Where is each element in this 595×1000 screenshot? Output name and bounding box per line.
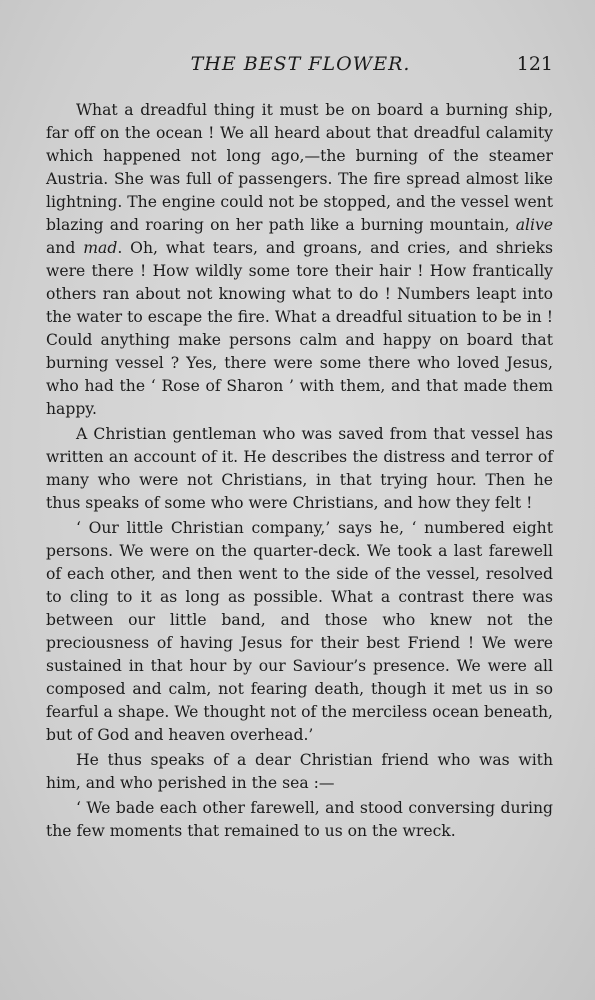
paragraph-christian-friend: He thus speaks of a dear Christian friend who was with him, and who perished in the sea :— (46, 751, 553, 792)
emphasis-mad: mad (83, 239, 118, 257)
paragraph-segment: What a dreadful thing it must be on board a burning ship, far off on the ocean ! We all heard about that dreadful calamity which happened not long ago,—the burning of the steamer Austria. She was full of passengers. The fire spread almost like lightning. The engine could not be stopped, and the vessel went blazing and roaring on her path like a burning mountain, (46, 101, 553, 234)
running-title: THE BEST FLOWER. (190, 53, 411, 75)
paragraph-segment: and (46, 239, 84, 257)
page-number: 121 (516, 53, 553, 75)
running-head (48, 53, 553, 83)
emphasis-alive: alive (515, 216, 553, 234)
paragraph-christian-company: ‘ Our little Christian company,’ says he, ‘ numbered eight persons. We were on the quarter-deck. We took a last farewell of each other, and then went to the side of the vessel, resolved to cling to it as long as possible. What a contrast there was between our little band, and those who knew not the preciousness of having Jesus for their best Friend ! We were sustained in that hour by our Saviour’s presence. We were all composed and calm, not fearing death, though it met us in so fearful a shape. We thought not of the merciless ocean beneath, but of God and heaven overhead.’ (46, 519, 553, 744)
paragraph-christian-gentleman: A Christian gentleman who was saved from that vessel has written an account of it. He describes the distress and terror of many who were not Christians, in that trying hour. Then he thus speaks of some who were Christians, and how they felt ! (46, 425, 553, 512)
paragraph-farewell: ‘ We bade each other farewell, and stood conversing during the few moments that remained to us on the wreck. (46, 799, 553, 840)
paragraph-segment: . Oh, what tears, and groans, and cries, and shrieks were there ! How wildly some tore their hair ! How frantically others ran about not knowing what to do ! Numbers leapt into the water to escape the fire. What a dreadful situation to be in ! Could anything make persons calm and happy on board that burning vessel ? Yes, there were some there who loved Jesus, who had the ‘ Rose of Sharon ’ with them, and that made them happy. (46, 239, 553, 418)
paragraph-burning-ship (46, 99, 553, 421)
body-text (46, 99, 553, 845)
